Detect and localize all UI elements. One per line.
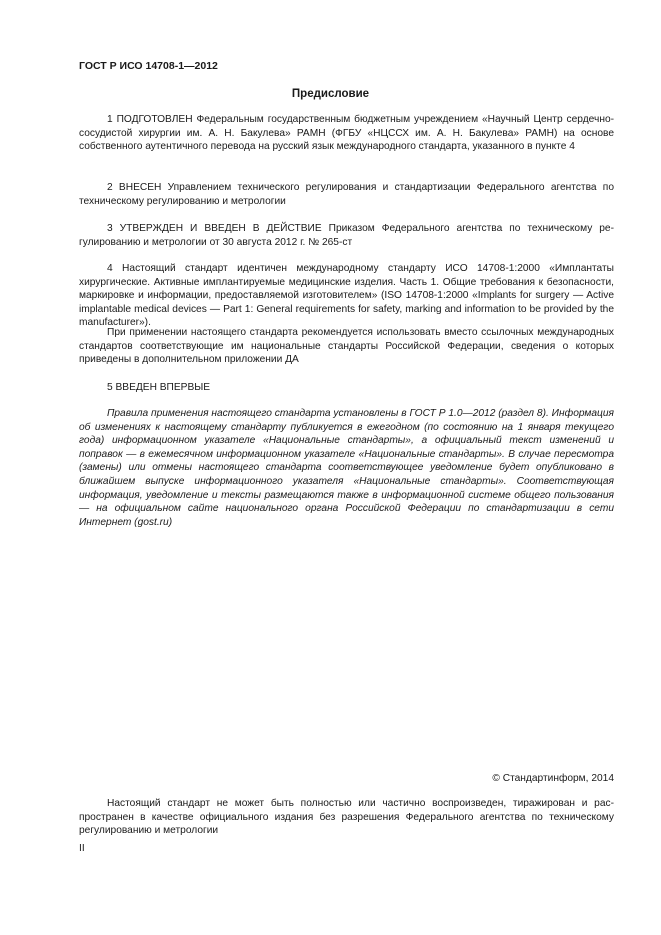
paragraph-1-prepared: 1 ПОДГОТОВЛЕН Федеральным государственным бюджетным учреждением «Научный Центр сердечно-сосудистой хирургии им. А. Н. Бакулева» РАМН (ФГБУ «НЦССХ им. А. Н. Бакулева» РАМН) на основе собственного аутентичного перевода на русский язык международного стандарта, указанного в пункте 4 (79, 114, 614, 153)
document-header: ГОСТ Р ИСО 14708-1—2012 (79, 60, 218, 72)
reproduction-notice: Настоящий стандарт не может быть полностью или частично воспроизведен, тиражирован и распространен в качестве официального издания без разрешения Федерального агентства по техническому регулированию и метрологии (79, 798, 614, 837)
paragraph-2-submitted: 2 ВНЕСЕН Управлением технического регулирования и стандартизации Федерального агентства по техническому регулированию и метрологии (79, 182, 614, 207)
paragraph-5-first-introduced: 5 ВВЕДЕН ВПЕРВЫЕ (107, 382, 211, 393)
paragraph-rules-notice: Правила применения настоящего стандарта установлены в ГОСТ Р 1.0—2012 (раздел 8). Информация об изменениях к настоящему стандарту публикуется в ежегодном (по состоянию на 1 января текущего года) информационном указателе «Национальные стандарты», а официальный текст изменений и поправок — в ежемесячном информационном указателе «Национальные стандарты». В случае пересмотра (замены) или отмены настоящего стандарта соответствующее уведомление будет опубликовано в ближайшем выпуске информационного указателя «Национальные стандарты». Соответствующая информация, уведомление и тексты размещаются также в информационной системе общего пользования — на официальном сайте национального органа Российской Федерации по стандартизации в сети Интернет (gost.ru) (79, 408, 614, 528)
paragraph-4-identical: 4 Настоящий стандарт идентичен международному стандарту ИСО 14708-1:2000 «Имплантаты хирургические. Активные имплантируемые медицинские изделия. Часть 1. Общие требования к безопасности, маркировке и информации, предоставляемой изготовителем» (ISO 14708-1:2000 «Implants for surgery — Active implantable medical devices — Part 1: General requirements for safety, marking and information to be provided by the manufacturer»). (79, 263, 614, 329)
page-title: Предисловие (291, 88, 370, 100)
paragraph-3-approved: 3 УТВЕРЖДЕН И ВВЕДЕН В ДЕЙСТВИЕ Приказом Федерального агентства по техническому регулированию и метрологии от 30 августа 2012 г. № 265-ст (79, 223, 614, 248)
page-number: II (79, 843, 85, 854)
paragraph-4-application: При применении настоящего стандарта рекомендуется использовать вместо ссылочных международных стандартов соответствующие им национальные стандарты Российской Федерации, сведения о которых приведены в дополнительном приложении ДА (79, 327, 614, 366)
copyright-notice: © Стандартинформ, 2014 (492, 773, 614, 784)
